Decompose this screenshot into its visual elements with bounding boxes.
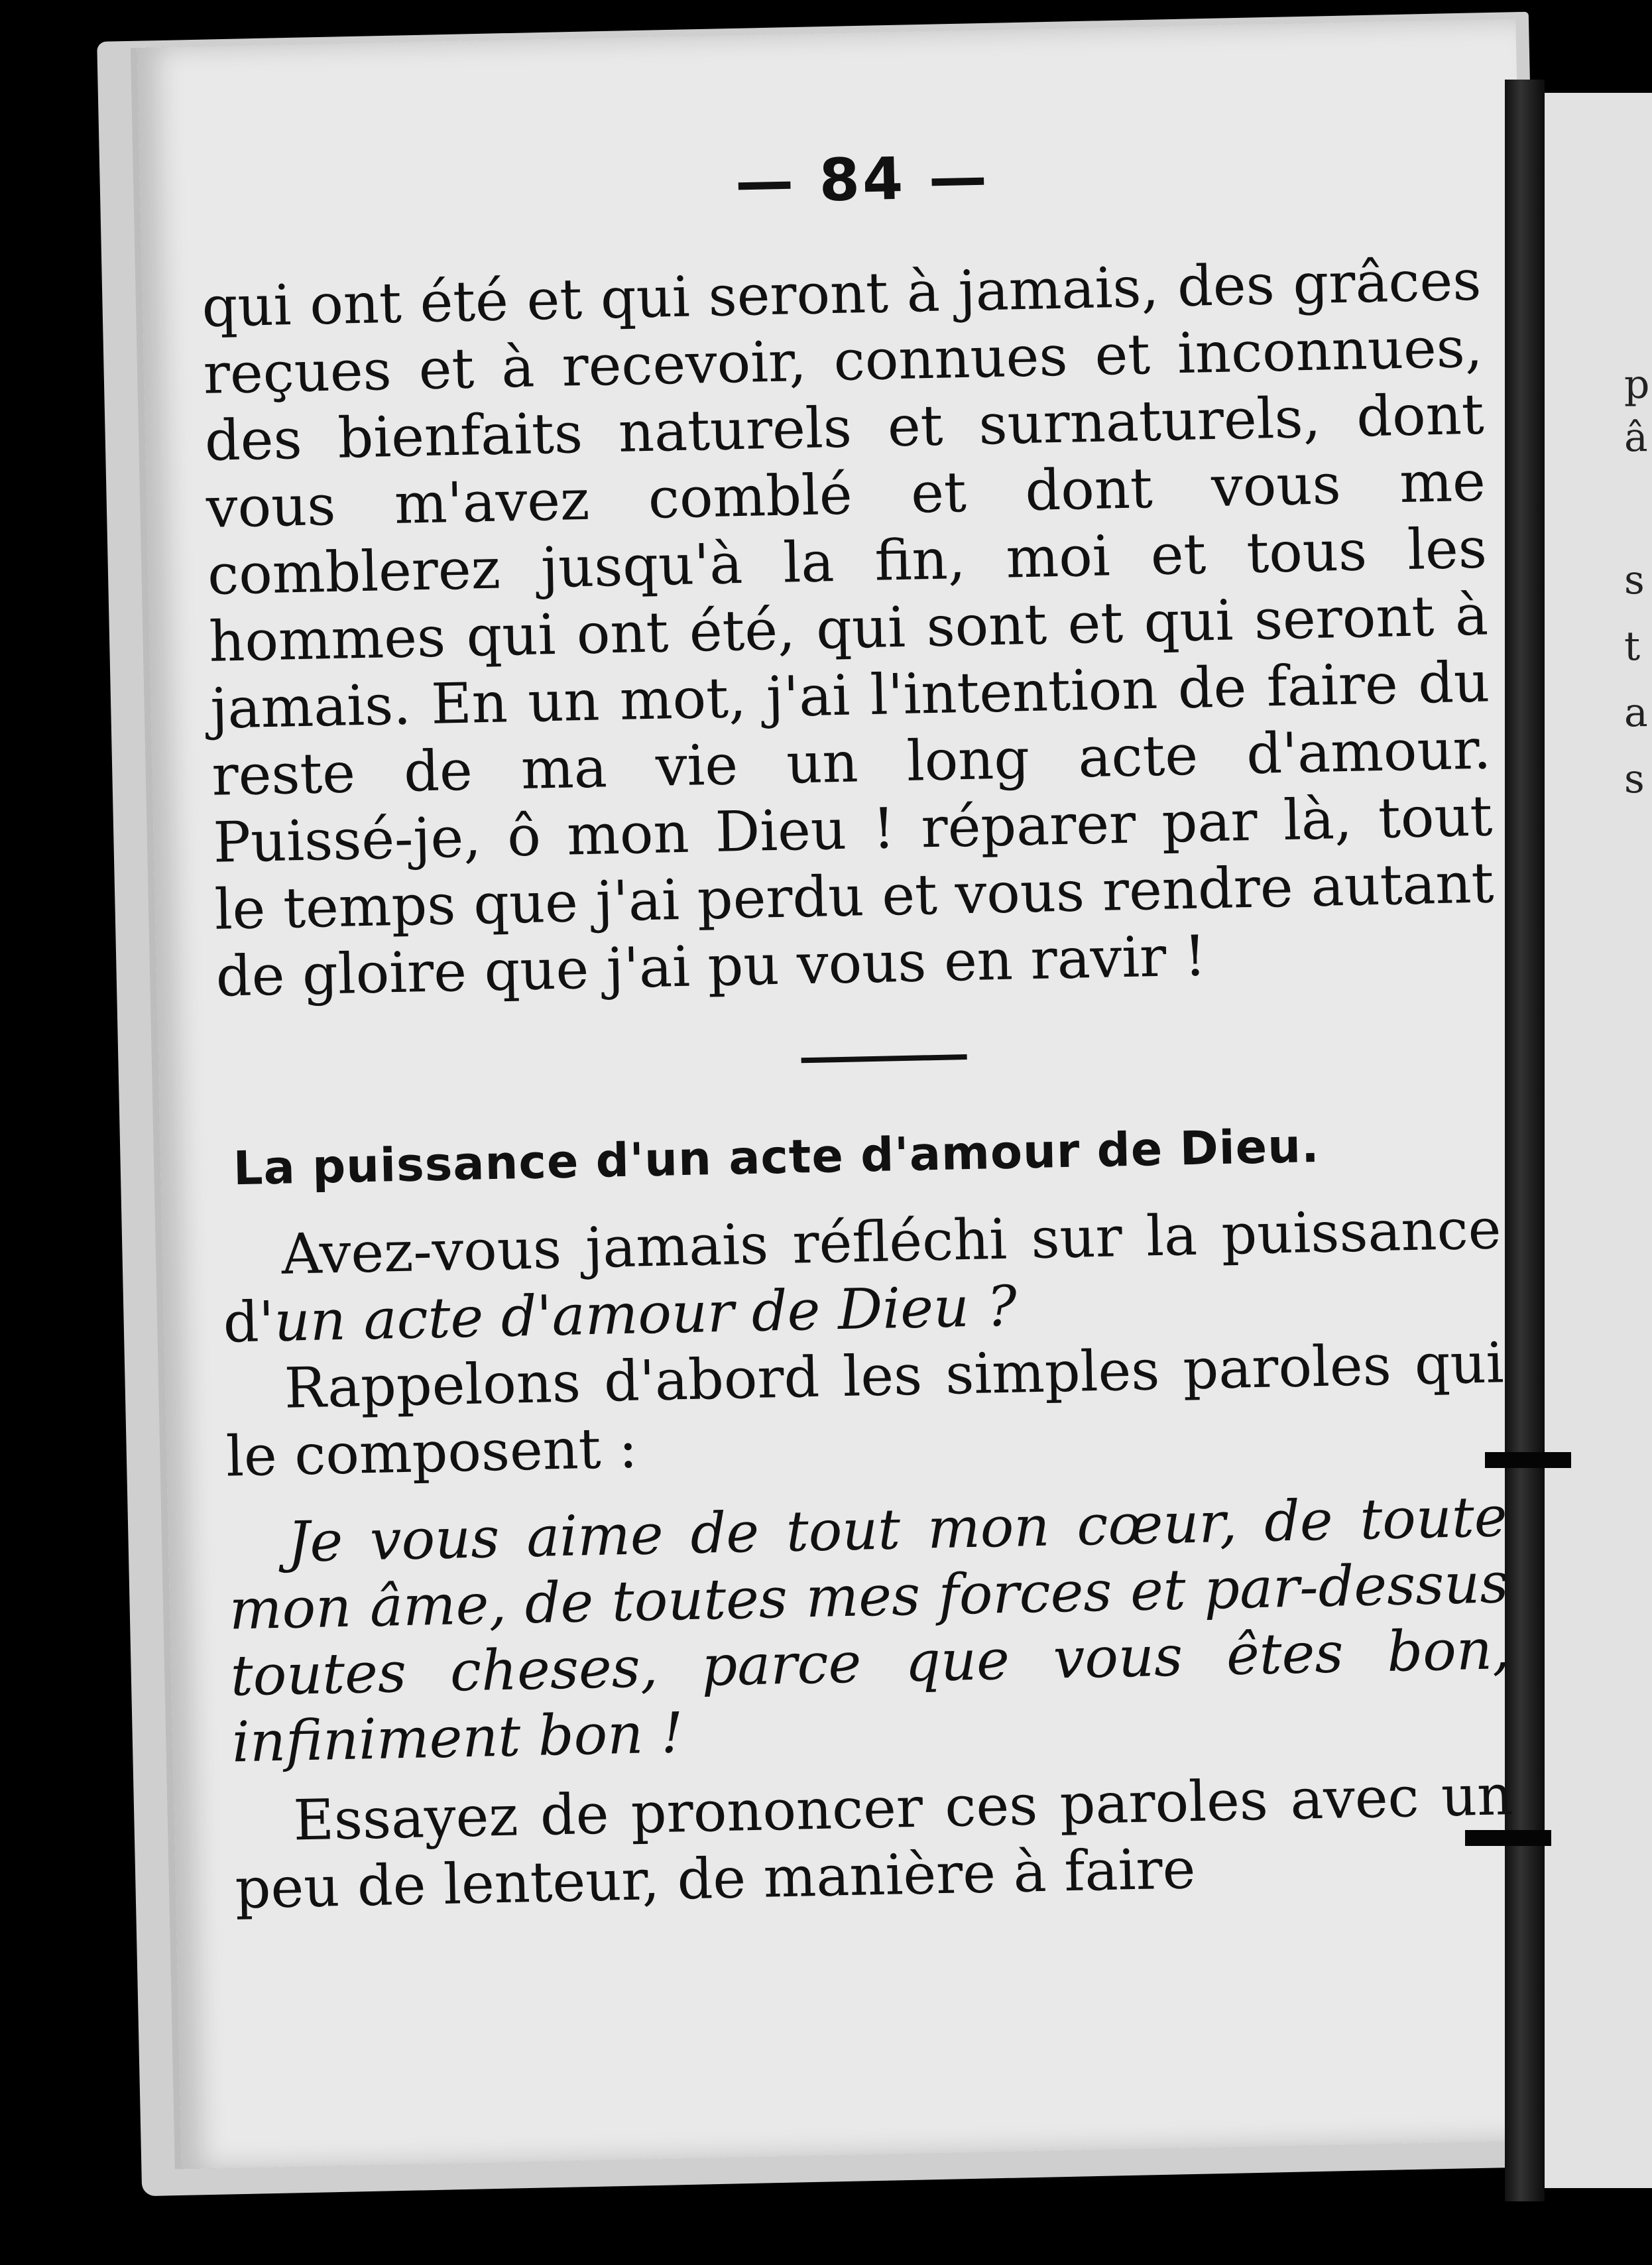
facing-page-letter: â	[1624, 414, 1648, 461]
paragraph	[221, 1195, 1504, 1356]
page-number: — 84 —	[734, 143, 990, 217]
section-divider	[801, 1054, 967, 1063]
facing-page-letter: p	[1624, 361, 1650, 408]
facing-page-letter: a	[1624, 690, 1648, 736]
paragraph: qui ont été et qui seront à jamais, des grâces reçues et à recevoir, connues et inconnues, des bienfaits naturels et surnaturels, dont vous m'avez comblé et dont vous me comblerez jusqu'à la fin, moi et tous les hommes qui ont été, qui sont et qui seront à jamais. En un mot, j'ai l'intention de faire du reste de ma vie un long acte d'amour. Puissé-je, ô mon Dieu ! réparer par là, tout le temps que j'ai perdu et vous rendre autant de gloire que j'ai pu vous en ravir !	[201, 247, 1495, 1009]
facing-page-letter: s	[1624, 557, 1645, 603]
section-heading: La puissance d'un acte d'amour de Dieu.	[233, 1118, 1321, 1196]
facing-page-letter: s	[1624, 756, 1645, 802]
facing-page-letter: t	[1624, 623, 1641, 670]
paragraph-text: Avez-vous jamais réfléchi sur la puissance d'	[222, 1196, 1502, 1355]
paragraph: Essayez de prononcer ces paroles avec un peu de lenteur, de manière à faire	[234, 1762, 1514, 1922]
paragraph-italic-text: un acte d'amour de Dieu ?	[273, 1273, 1018, 1354]
paragraph: Rappelons d'abord les simples paroles qui le composent :	[225, 1330, 1505, 1489]
prayer-quote: Je vous aime de tout mon cœur, de toute mon âme, de toutes mes forces et par-dessus toutes cheses, parce que vous êtes bon, infiniment bon !	[228, 1484, 1511, 1775]
page-text	[199, 133, 1515, 1923]
